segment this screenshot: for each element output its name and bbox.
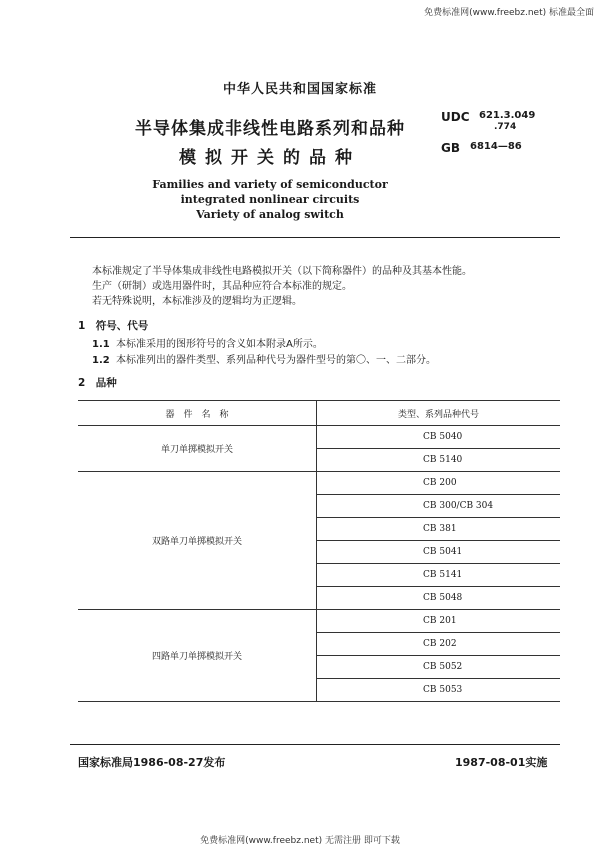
issue-date: 国家标准局1986-08-27发布 <box>78 756 226 769</box>
section-2-heading: 2 品种 <box>78 377 117 389</box>
code-cell: CB 201 <box>317 610 561 633</box>
code-cell: CB 300/CB 304 <box>317 495 561 518</box>
title-cn-line2: 模拟开关的品种 <box>179 148 361 168</box>
code-cell: CB 5052 <box>317 656 561 679</box>
table-header-row <box>78 401 560 426</box>
device-name-cell: 双路单刀单掷模拟开关 <box>78 472 317 610</box>
country-standard-heading: 中华人民共和国国家标准 <box>222 82 377 97</box>
intro-paragraph: 若无特殊说明，本标准涉及的逻辑均为正逻辑。 <box>92 296 302 307</box>
clause-1-2 <box>92 351 436 366</box>
gb-code: 6814—86 <box>470 141 522 152</box>
watermark-bottom: 免费标准网(www.freebz.net) 无需注册 即可下载 <box>200 836 400 846</box>
col-device-name-header: 器 件 名 称 <box>78 401 317 426</box>
title-en-line1: Families and variety of semiconductor <box>152 178 388 191</box>
title-en-line3: Variety of analog switch <box>196 208 344 221</box>
clause-1-1 <box>92 335 323 350</box>
code-cell: CB 5040 <box>317 426 561 449</box>
udc-code: 621.3.049 <box>479 110 536 121</box>
code-cell: CB 5141 <box>317 564 561 587</box>
gb-label: GB <box>441 141 460 155</box>
footer-divider <box>70 744 560 745</box>
table-row <box>78 426 560 449</box>
watermark-top: 免费标准网(www.freebz.net) 标准最全面 <box>424 8 594 18</box>
clause-text: 本标准采用的图形符号的含义如本附录A所示。 <box>116 339 323 350</box>
device-name-cell: 四路单刀单掷模拟开关 <box>78 610 317 702</box>
intro-paragraph: 本标准规定了半导体集成非线性电路模拟开关（以下简称器件）的品种及其基本性能。 <box>92 266 472 277</box>
variety-table <box>78 400 560 702</box>
clause-number: 1.1 <box>92 339 110 350</box>
clause-text: 本标准列出的器件类型、系列品种代号为器件型号的第〇、一、二部分。 <box>116 355 436 366</box>
code-cell: CB 5048 <box>317 587 561 610</box>
code-cell: CB 202 <box>317 633 561 656</box>
effective-date: 1987-08-01实施 <box>455 756 548 769</box>
code-cell: CB 381 <box>317 518 561 541</box>
section-1-heading: 1 符号、代号 <box>78 320 149 332</box>
intro-paragraph: 生产（研制）或选用器件时，其品种应符合本标准的规定。 <box>92 281 352 292</box>
code-cell: CB 5041 <box>317 541 561 564</box>
code-cell: CB 200 <box>317 472 561 495</box>
code-cell: CB 5140 <box>317 449 561 472</box>
title-en-line2: integrated nonlinear circuits <box>180 193 360 206</box>
table-row <box>78 610 560 633</box>
header-divider <box>70 237 560 238</box>
udc-code-suffix: .774 <box>494 122 517 132</box>
col-code-header: 类型、系列品种代号 <box>317 401 561 426</box>
table-row <box>78 472 560 495</box>
clause-number: 1.2 <box>92 355 110 366</box>
udc-label: UDC <box>441 110 470 124</box>
code-cell: CB 5053 <box>317 679 561 702</box>
device-name-cell: 单刀单掷模拟开关 <box>78 426 317 472</box>
title-cn-line1: 半导体集成非线性电路系列和品种 <box>135 119 405 139</box>
